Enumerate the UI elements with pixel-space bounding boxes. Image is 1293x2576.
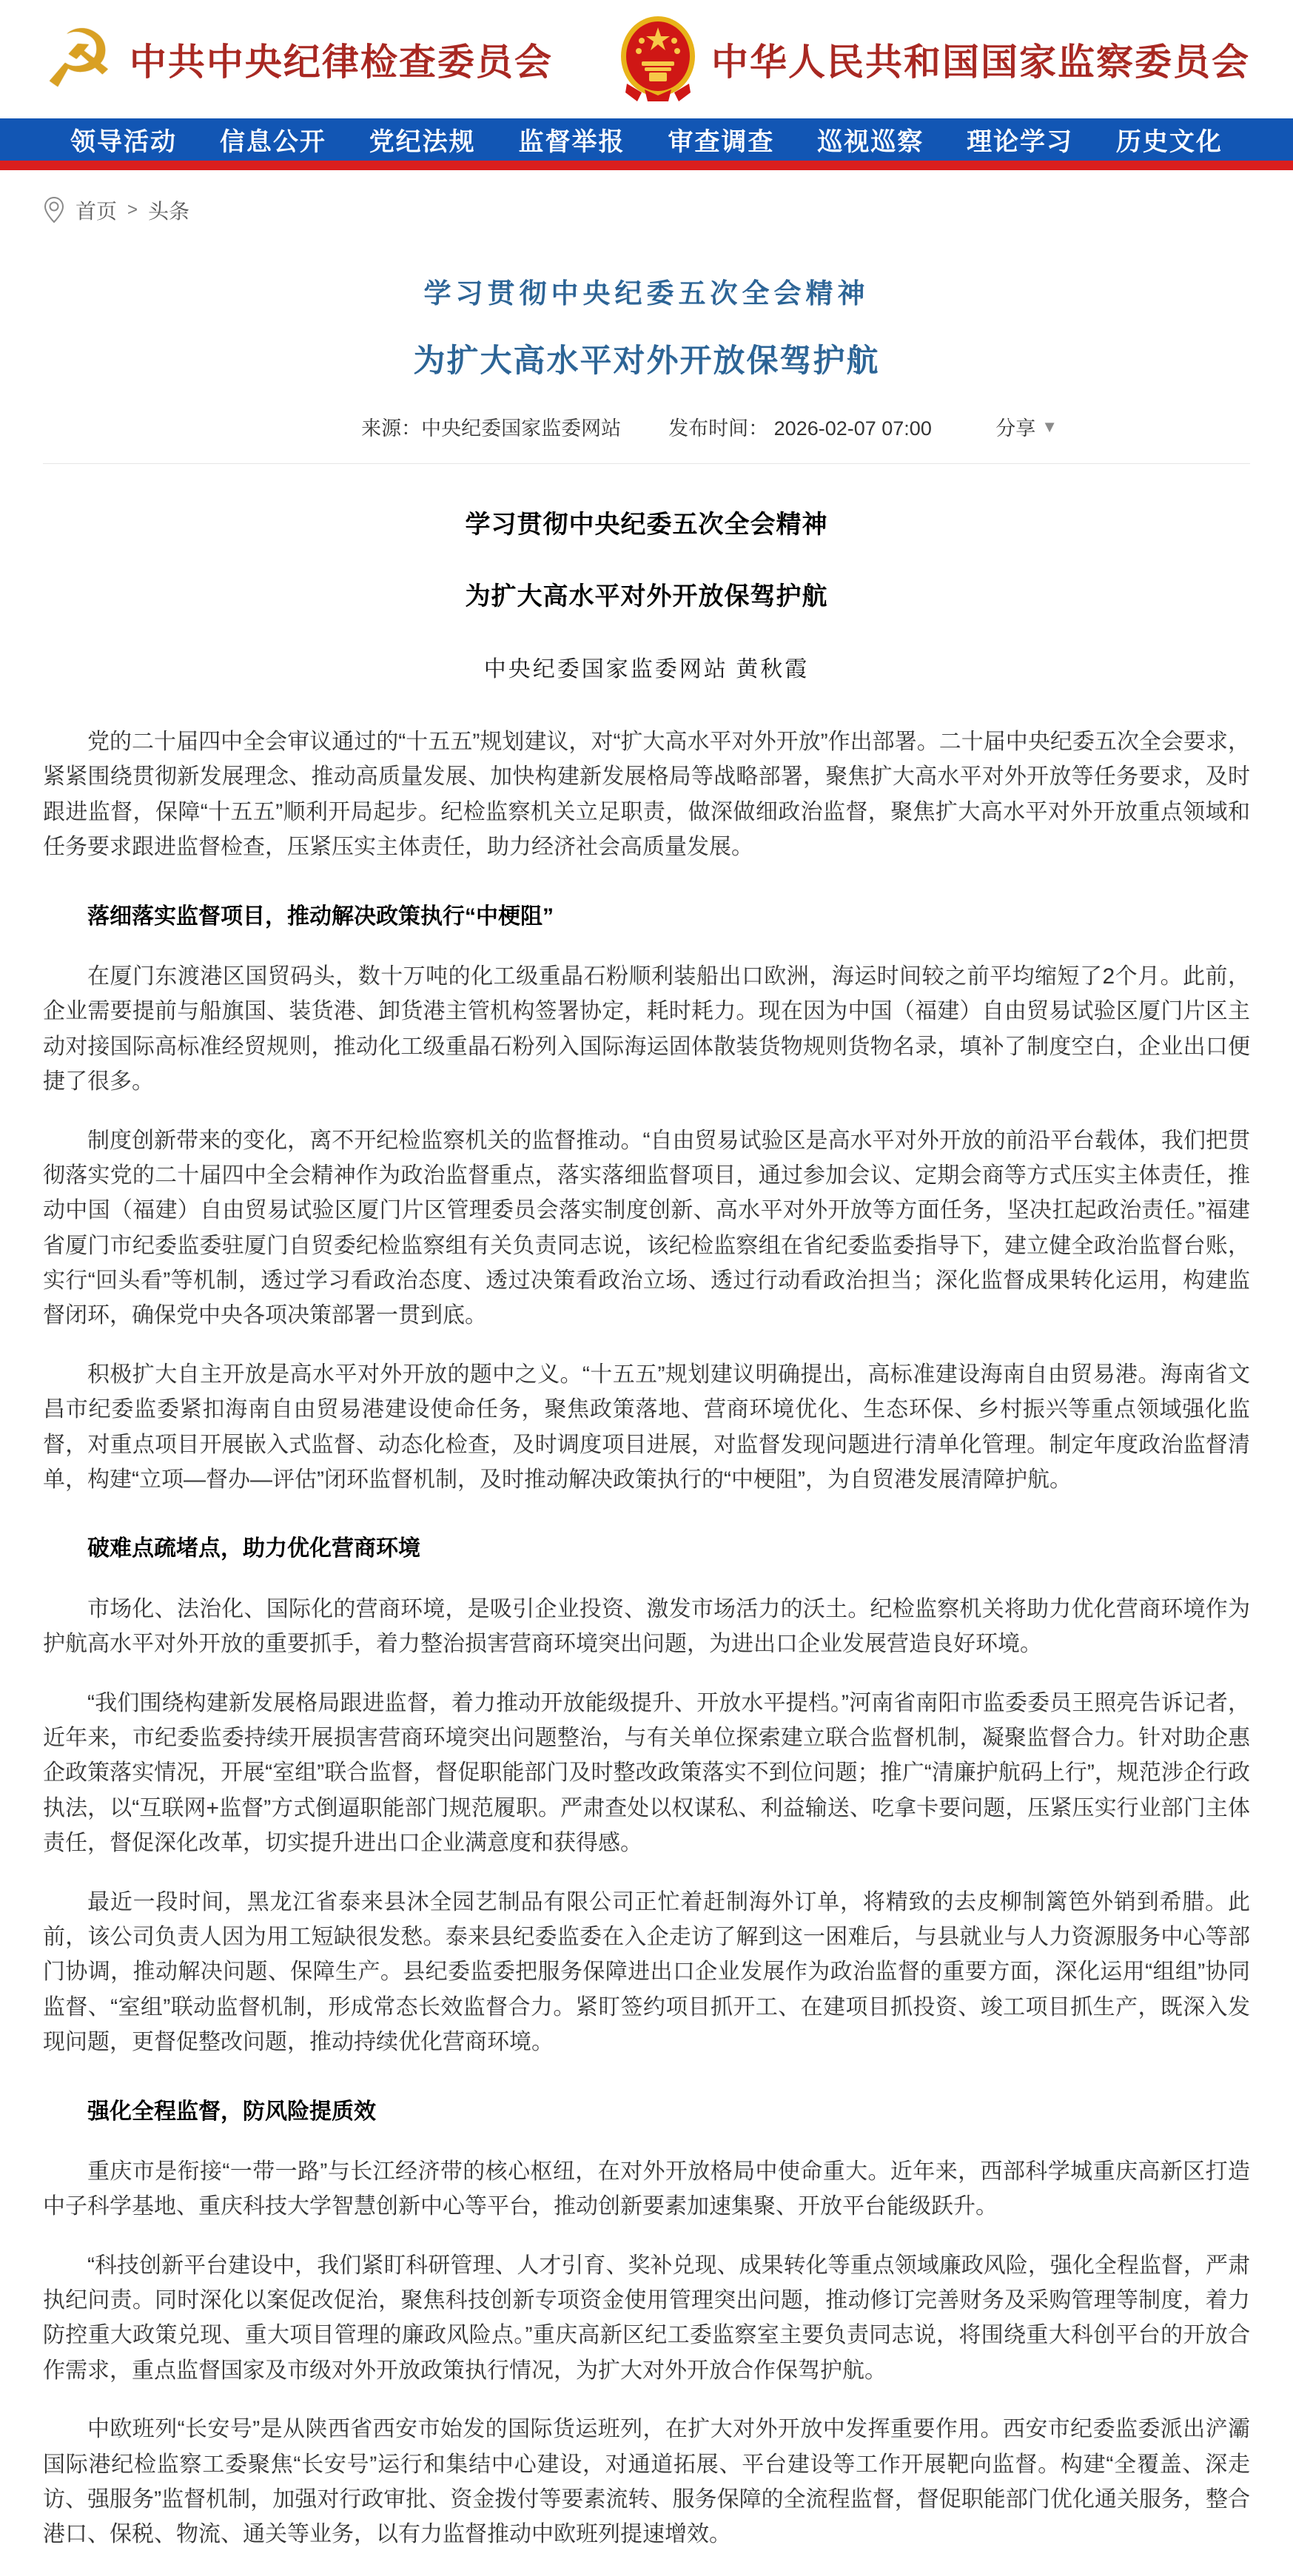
section-heading: 破难点疏堵点，助力优化营商环境 (87, 1536, 420, 1561)
article-paragraph: 中欧班列“长安号”是从陕西省西安市始发的国际货运班列，在扩大对外开放中发挥重要作用。西安市纪委监委派出浐灞国际港纪检监察工委聚焦“长安号”运行和集结中心建设，对通道拓展、平台建设等工作开展靶向监督。构建“全覆盖、深走访、强服务”监督机制，加强对行政审批、资金拨付等要素流转、服务保障的全流程监督，督促职能部门优化通关服务，整合港口、保税、物流、通关等业务，以有力监督推动中欧班列提速增效。 (43, 2417, 1250, 2547)
chevron-down-icon: ▼ (1041, 417, 1058, 436)
section-heading: 强化全程监督，防风险提质效 (87, 2099, 376, 2124)
meta-source: 来源：中央纪委国家监委网站 (361, 417, 622, 440)
article-paragraph: “科技创新平台建设中，我们紧盯科研管理、人才引育、奖补兑现、成果转化等重点领域廉政风险，强化全程监督，严肃执纪问责。同时深化以案促改促治，聚焦科技创新专项资金使用管理突出问题，推动修订完善财务及采购管理等制度，着力防控重大政策兑现、重大项目管理的廉政风险点。”重庆高新区纪工委监察室主要负责同志说，将围绕重大科创平台的开放合作需求，重点监督国家及市级对外开放政策执行情况，为扩大对外开放合作保驾护航。 (43, 2253, 1250, 2383)
title-block (0, 232, 1293, 381)
breadcrumb-home[interactable]: 首页 (75, 200, 118, 223)
nsc-logo-group[interactable] (619, 16, 1250, 103)
article-paragraph: “我们围绕构建新发展格局跟进监督，着力推动开放能级提升、开放水平提档。”河南省南阳市监委委员王照亮告诉记者，近年来，市纪委监委持续开展损害营商环境突出问题整治，与有关单位探索建立联合监督机制，凝聚监督合力。针对助企惠企政策落实情况，开展“室组”联合监督，督促职能部门及时整改政策落实不到位问题；推广“清廉护航码上行”，规范涉企行政执法，以“互联网+监督”方式倒逼职能部门规范履职。严肃查处以权谋私、利益输送、吃拿卡要问题，压紧压实行业部门主体责任，督促深化改革，切实提升进出口企业满意度和获得感。 (43, 1690, 1250, 1856)
nav-item-3[interactable]: 党纪法规 (369, 128, 476, 156)
party-emblem-icon: ☭ (43, 14, 115, 104)
article-paragraph: 重庆市是衔接“一带一路”与长江经济带的核心枢纽，在对外开放格局中使命重大。近年来，西部科学城重庆高新区打造中子科学基地、重庆科技大学智慧创新中心等平台，推动创新要素加速集聚、开放平台能级跃升。 (43, 2159, 1250, 2219)
nav-item-5[interactable]: 审查调查 (668, 128, 775, 156)
nav-item-7[interactable]: 理论学习 (967, 128, 1074, 156)
national-emblem-icon (619, 16, 696, 103)
meta-publish-time: 发布时间： 2026-02-07 07:00 (668, 417, 932, 440)
nav-item-4[interactable]: 监督举报 (518, 128, 625, 156)
article-subtitle: 学习贯彻中央纪委五次全会精神 (423, 279, 870, 309)
article-byline: 中央纪委国家监委网站 黄秋霞 (483, 657, 810, 682)
article-paragraph: 党的二十届四中全会审议通过的“十五五”规划建议，对“扩大高水平对外开放”作出部署。二十届中央纪委五次全会要求，紧紧围绕贯彻新发展理念、推动高质量发展、加快构建新发展格局等战略部署，聚焦扩大高水平对外开放等任务要求，及时跟进监督，保障“十五五”顺利开局起步。纪检监察机关立足职责，做深做细政治监督，聚焦扩大高水平对外开放重点领域和任务要求跟进监督检查，压紧压实主体责任，助力经济社会高质量发展。 (43, 730, 1250, 860)
article-body (0, 724, 1293, 2552)
location-pin-icon (43, 196, 65, 224)
article-paragraph: 在厦门东渡港区国贸码头，数十万吨的化工级重晶石粉顺利装船出口欧洲，海运时间较之前平均缩短了2个月。此前，企业需要提前与船旗国、装货港、卸货港主管机构签署协定，耗时耗力。现在因为中国（福建）自由贸易试验区厦门片区主动对接国际高标准经贸规则，推动化工级重晶石粉列入国际海运固体散装货物规则货物名录，填补了制度空白，企业出口便捷了很多。 (43, 964, 1250, 1094)
section-heading: 落细落实监督项目，推动解决政策执行“中梗阻” (87, 904, 554, 929)
article-head (0, 504, 1293, 683)
site-header (0, 0, 1293, 118)
nav-item-1[interactable]: 领导活动 (70, 128, 177, 156)
article-inner-title: 为扩大高水平对外开放保驾护航 (465, 582, 828, 611)
article-paragraph: 最近一段时间，黑龙江省泰来县沐全园艺制品有限公司正忙着赶制海外订单，将精致的去皮柳制篱笆外销到希腊。此前，该公司负责人因为用工短缺很发愁。泰来县纪委监委在入企走访了解到这一困难后，与县就业与人力资源服务中心等部门协调，推动解决问题、保障生产。县纪委监委把服务保障进出口企业发展作为政治监督的重要方面，深化运用“组组”协同监督、“室组”联动监督机制，形成常态长效监督合力。紧盯签约项目抓开工、在建项目抓投资、竣工项目抓生产，既深入发现问题，更督促整改问题，推动持续优化营商环境。 (43, 1889, 1250, 2055)
breadcrumb-current[interactable]: 头条 (148, 200, 190, 223)
breadcrumb (0, 170, 1293, 232)
main-nav (0, 118, 1293, 170)
page-title: 为扩大高水平对外开放保驾护航 (413, 343, 880, 379)
article-meta (43, 412, 1250, 464)
share-label: 分享 (995, 417, 1036, 440)
breadcrumb-separator: > (127, 200, 138, 220)
nav-item-2[interactable]: 信息公开 (219, 128, 326, 156)
share-button[interactable] (995, 412, 1058, 441)
nsc-org-name: 中华人民共和国国家监察委员会 (711, 41, 1250, 83)
article-inner-subtitle: 学习贯彻中央纪委五次全会精神 (465, 511, 828, 539)
article-paragraph: 制度创新带来的变化，离不开纪检监察机关的监督推动。“自由贸易试验区是高水平对外开放的前沿平台载体，我们把贯彻落实党的二十届四中全会精神作为政治监督重点，落实落细监督项目，通过参加会议、定期会商等方式压实主体责任，推动中国（福建）自由贸易试验区厦门片区管理委员会落实制度创新、高水平对外开放等方面任务，坚决扛起政治责任。”福建省厦门市纪委监委驻厦门自贸委纪检监察组有关负责同志说，该纪检监察组在省纪委监委指导下，建立健全政治监督台账，实行“回头看”等机制，透过学习看政治态度、透过决策看政治立场、透过行动看政治担当；深化监督成果转化运用，构建监督闭环，确保党中央各项决策部署一贯到底。 (43, 1128, 1250, 1328)
article-paragraph: 积极扩大自主开放是高水平对外开放的题中之义。“十五五”规划建议明确提出，高标准建设海南自由贸易港。海南省文昌市纪委监委紧扣海南自由贸易港建设使命任务，聚焦政策落地、营商环境优化、生态环保、乡村振兴等重点领域强化监督，对重点项目开展嵌入式监督、动态化检查，及时调度项目进展，对监督发现问题进行清单化管理。制定年度政治监督清单，构建“立项—督办—评估”闭环监督机制，及时推动解决政策执行的“中梗阻”，为自贸港发展清障护航。 (43, 1362, 1250, 1493)
ccdi-org-name: 中共中央纪律检查委员会 (129, 41, 553, 83)
nav-item-8[interactable]: 历史文化 (1115, 128, 1223, 156)
article-paragraph: 市场化、法治化、国际化的营商环境，是吸引企业投资、激发市场活力的沃土。纪检监察机关将助力优化营商环境作为护航高水平对外开放的重要抓手，着力整治损害营商环境突出问题，为进出口企业发展营造良好环境。 (43, 1596, 1250, 1657)
ccdi-logo-group[interactable] (43, 14, 553, 104)
nav-item-6[interactable]: 巡视巡察 (817, 128, 924, 156)
